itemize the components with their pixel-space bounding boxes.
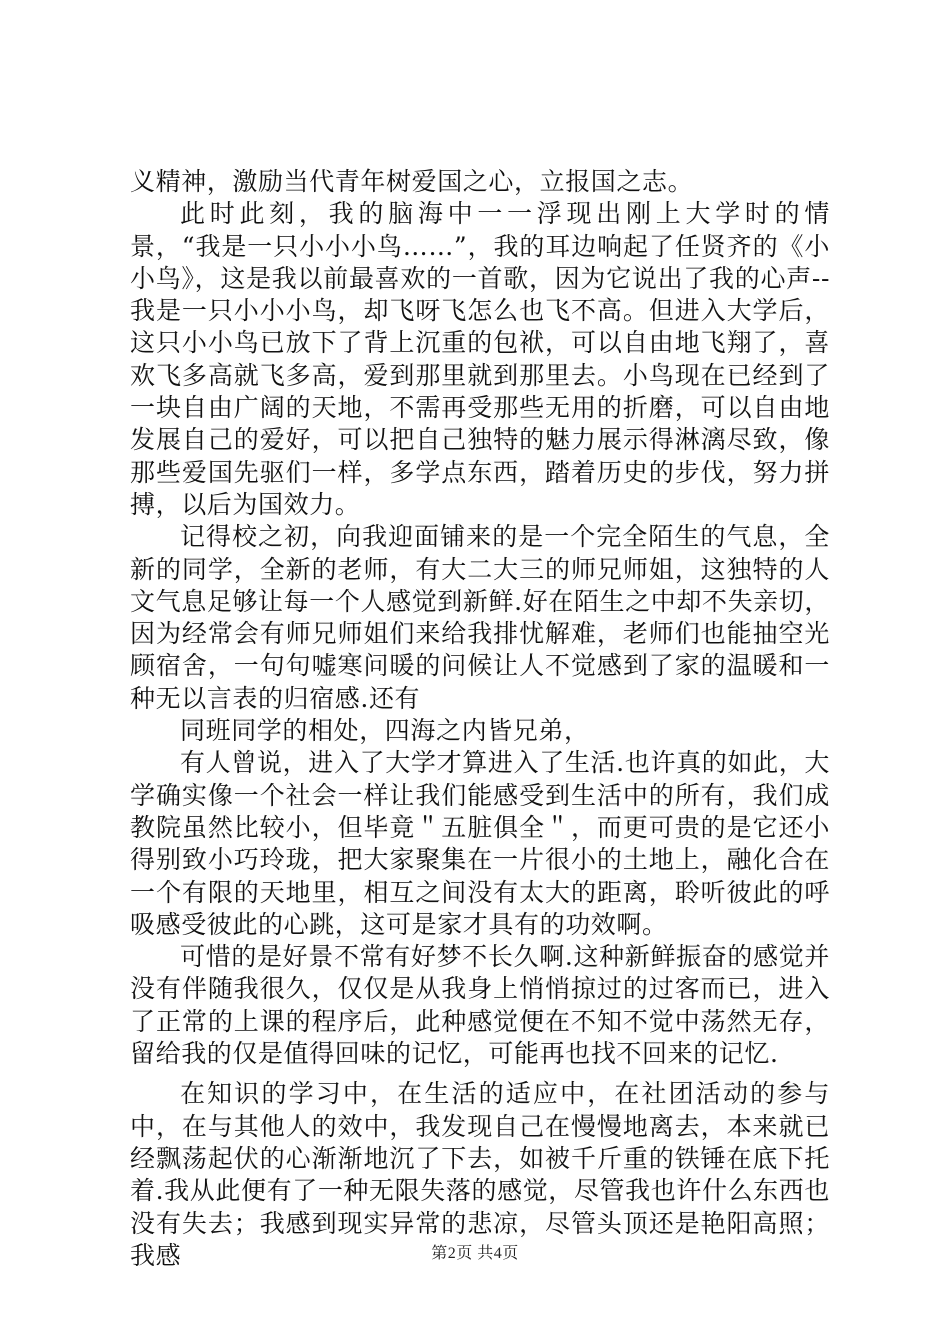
paragraph-5: 有人曾说，进入了大学才算进入了生活.也许真的如此，大学确实像一个社会一样让我们能感受到生活中的所有，我们成教院虽然比较小，但毕竟＂五脏俱全＂，而更可贵的是它还小得别致小巧玲珑，把大家聚集在一片很小的土地上，融化合在一个有限的天地里，相互之间没有太大的距离，聆听彼此的呼吸感受彼此的心跳，这可是家才具有的功效啊。 (130, 748, 830, 939)
paragraph-6: 可惜的是好景不常有好梦不长久啊.这种新鲜振奋的感觉并没有伴随我很久，仅仅是从我身上悄悄掠过的过客而已，进入了正常的上课的程序后，此种感觉便在不知不觉中荡然无存，留给我的仅是值得回味的记忆，可能再也找不回来的记忆. (130, 942, 830, 1069)
paragraph-2: 此时此刻，我的脑海中一一浮现出刚上大学时的情景，“我是一只小小小鸟……”，我的耳边响起了任贤齐的《小小鸟》，这是我以前最喜欢的一首歌，因为它说出了我的心声--我是一只小小小鸟，却飞呀飞怎么也飞不高。但进入大学后，这只小小鸟已放下了背上沉重的包袱，可以自由地飞翔了，喜欢飞多高就飞多高，爱到那里就到那里去。小鸟现在已经到了一块自由广阔的天地，不需再受那些无用的折磨，可以自由地发展自己的爱好，可以把自己独特的魅力展示得淋漓尽致，像那些爱国先驱们一样，多学点东西，踏着历史的步伐，努力拼搏，以后为国效力。 (130, 199, 830, 519)
paragraph-1: 义精神，激励当代青年树爱国之心，立报国之志。 (130, 167, 694, 196)
paragraph-7: 在知识的学习中，在生活的适应中，在社团活动的参与中，在与其他人的效中，我发现自己在慢慢地离去，本来就已经飘荡起伏的心渐渐地沉了下去，如被千斤重的铁锤在底下托着.我从此便有了一种无限失落的感觉，尽管我也许什么东西也没有失去；我感到现实异常的悲凉，尽管头顶还是艳阳高照；我感 (130, 1079, 830, 1270)
paragraph-3: 记得校之初，向我迎面铺来的是一个完全陌生的气息，全新的同学，全新的老师，有大二大三的师兄师姐，这独特的人文气息足够让每一个人感觉到新鲜.好在陌生之中却不失亲切，因为经常会有师兄师姐们来给我排忧解难，老师们也能抽空光顾宿舍，一句句嘘寒问暖的问候让人不觉感到了家的温暖和一种无以言表的归宿感.还有 (130, 522, 830, 713)
document-body (130, 166, 830, 1272)
paragraph-4: 同班同学的相处，四海之内皆兄弟， (180, 716, 590, 746)
page-footer: 第2页 共4页 (431, 1245, 519, 1262)
